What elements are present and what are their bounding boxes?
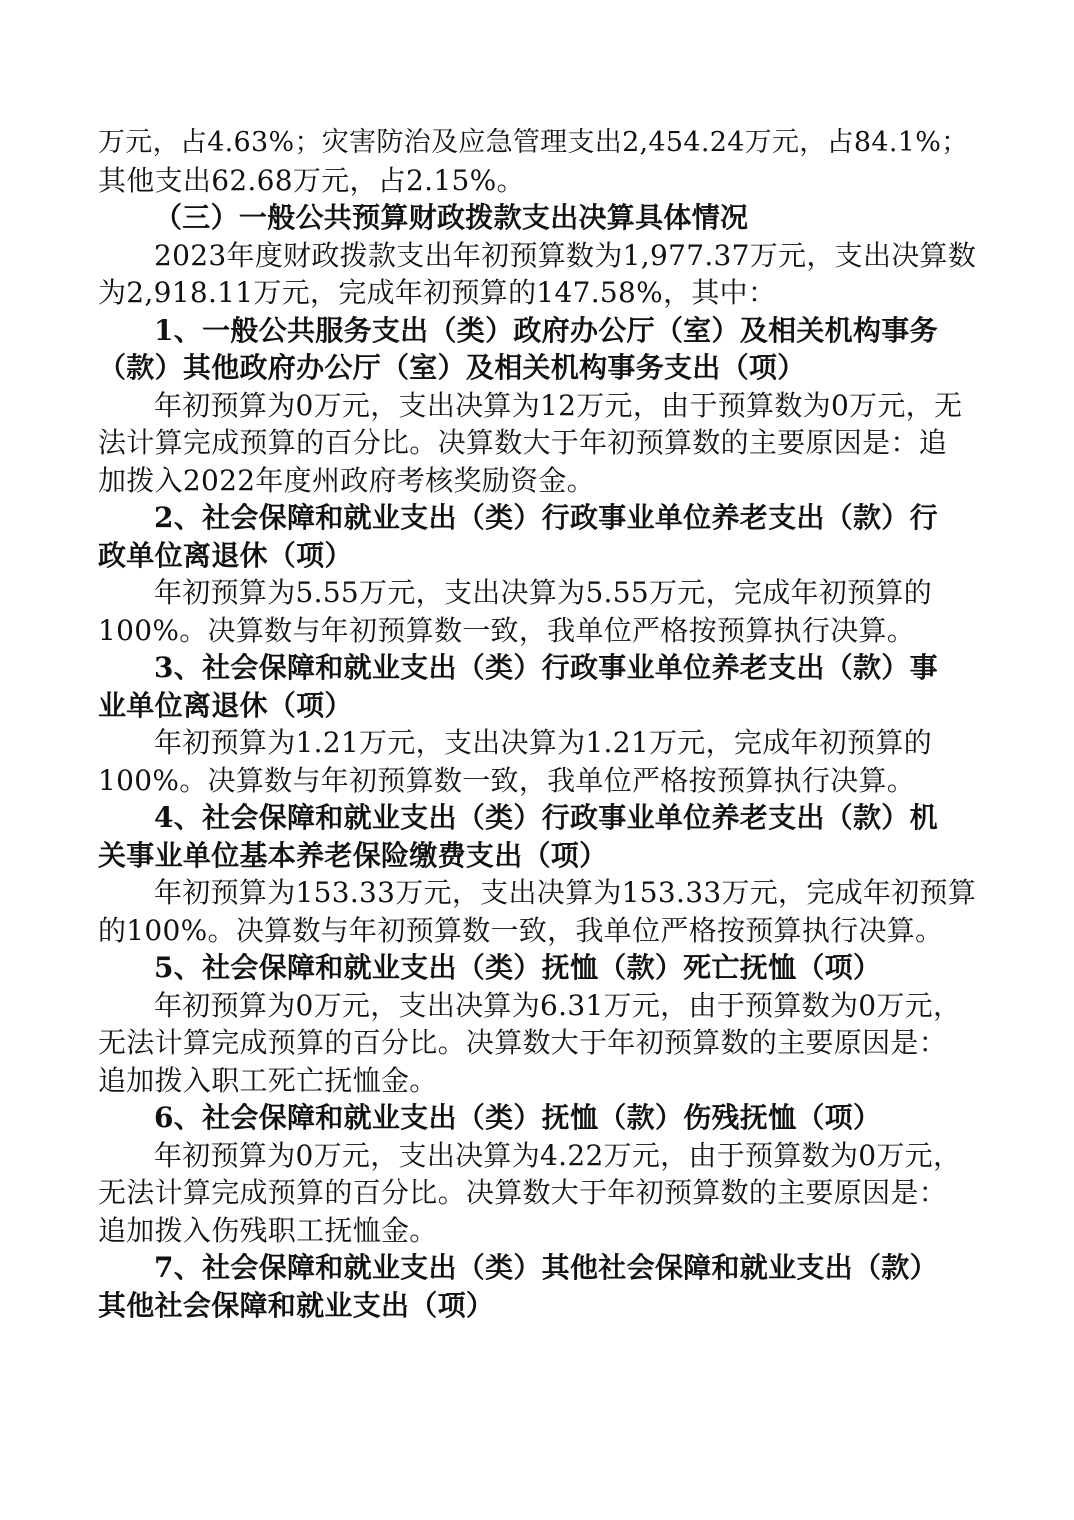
paragraph-line: 年初预算为0万元，支出决算为4.22万元，由于预算数为0万元， <box>154 1138 962 1172</box>
paragraph-line: 其他支出62.68万元，占2.15%。 <box>98 163 525 197</box>
section-heading-line: 7、社会保障和就业支出（类）其他社会保障和就业支出（款） <box>154 1251 938 1284</box>
paragraph-line: 追加拨入伤残职工抚恤金。 <box>98 1213 438 1247</box>
paragraph-line: 年初预算为1.21万元，支出决算为1.21万元，完成年初预算的 <box>154 726 932 759</box>
paragraph-line: 年初预算为153.33万元，支出决算为153.33万元，完成年初预算 <box>154 876 977 909</box>
section-heading-line: 其他社会保障和就业支出（项） <box>98 1288 495 1322</box>
section-heading-line: 关事业单位基本养老保险缴费支出（项） <box>98 838 608 872</box>
paragraph-line: 加拨入2022年度州政府考核奖励资金。 <box>98 463 595 497</box>
document-page <box>98 124 978 1324</box>
paragraph-line: 追加拨入职工死亡抚恤金。 <box>98 1063 438 1097</box>
paragraph-line: 无法计算完成预算的百分比。决算数大于年初预算数的主要原因是： <box>98 1176 948 1209</box>
paragraph-line: 无法计算完成预算的百分比。决算数大于年初预算数的主要原因是： <box>98 1026 948 1059</box>
section-heading-line: 政单位离退休（项） <box>98 538 353 572</box>
paragraph-line: 法计算完成预算的百分比。决算数大于年初预算数的主要原因是：追 <box>98 426 948 459</box>
section-heading-line: 业单位离退休（项） <box>98 688 353 722</box>
paragraph-line: 100%。决算数与年初预算数一致，我单位严格按预算执行决算。 <box>98 613 916 647</box>
section-heading-line: 2、社会保障和就业支出（类）行政事业单位养老支出（款）行 <box>154 501 938 534</box>
section-heading-line: 1、一般公共服务支出（类）政府办公厅（室）及相关机构事务 <box>154 313 938 347</box>
section-heading-line: 4、社会保障和就业支出（类）行政事业单位养老支出（款）机 <box>154 801 938 834</box>
paragraph-line: 2023年度财政拨款支出年初预算数为1,977.37万元，支出决算数 <box>154 238 977 272</box>
paragraph-line: 年初预算为0万元，支出决算为12万元，由于预算数为0万元，无 <box>154 388 963 422</box>
paragraph-line: 年初预算为0万元，支出决算为6.31万元，由于预算数为0万元， <box>154 988 962 1022</box>
section-heading-line: 3、社会保障和就业支出（类）行政事业单位养老支出（款）事 <box>154 651 938 684</box>
paragraph-line: 的100%。决算数与年初预算数一致，我单位严格按预算执行决算。 <box>98 913 944 947</box>
section-heading-line: 6、社会保障和就业支出（类）抚恤（款）伤残抚恤（项） <box>154 1101 882 1134</box>
paragraph-line: 100%。决算数与年初预算数一致，我单位严格按预算执行决算。 <box>98 763 916 797</box>
paragraph-line: 万元，占4.63%；灾害防治及应急管理支出2,454.24万元，占84.1%； <box>98 127 969 158</box>
paragraph-line: 年初预算为5.55万元，支出决算为5.55万元，完成年初预算的 <box>154 576 932 609</box>
paragraph-line: 为2,918.11万元，完成年初预算的147.58%，其中： <box>98 276 777 309</box>
section-heading-line: （三）一般公共预算财政拨款支出决算具体情况 <box>154 201 749 234</box>
section-heading-line: （款）其他政府办公厅（室）及相关机构事务支出（项） <box>98 351 806 384</box>
section-heading-line: 5、社会保障和就业支出（类）抚恤（款）死亡抚恤（项） <box>154 951 882 984</box>
